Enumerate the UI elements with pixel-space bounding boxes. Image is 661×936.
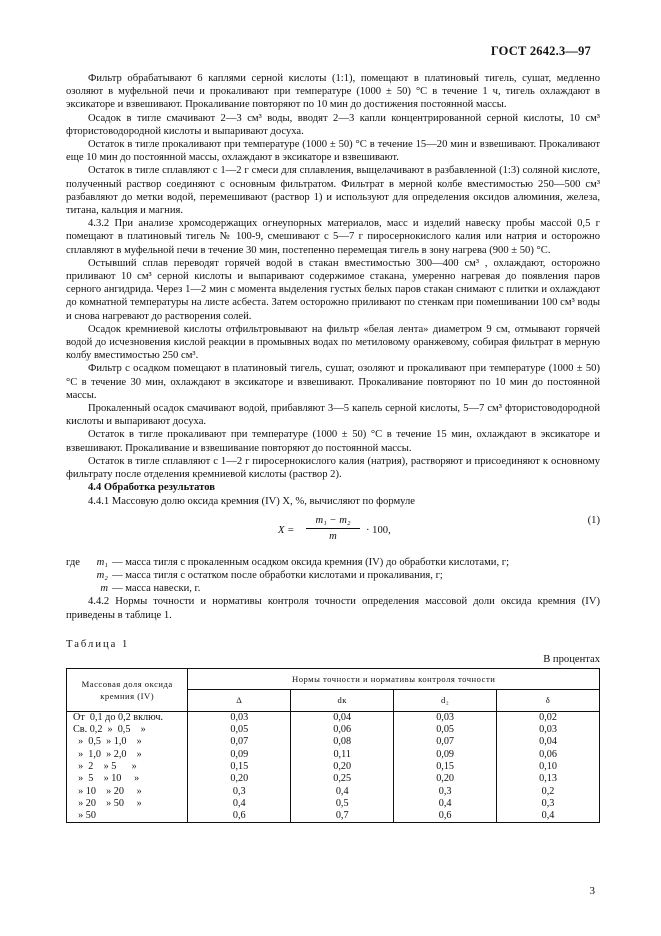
paragraph: Остаток в тигле прокаливают при температуре (1000 ± 50) °С в течение 15—20 мин и взвешивают. Прокаливают еще 10 мин до постоянной массы, охлаждают в эксикаторе и взвешивают. <box>66 139 600 164</box>
range-cell: » 1,0 » 2,0 » <box>67 749 188 761</box>
table-row <box>67 773 600 785</box>
table-caption: Таблица 1 <box>66 638 130 650</box>
definition-symbol: m <box>100 583 108 595</box>
range-cell: » 50 <box>67 810 188 823</box>
paragraph: 4.3.2 При анализе хромсодержащих огнеупорных материалов, масс и изделий навеску пробы массой 0,5 г помещают в платиновый тигель № 100-9, смешивают с 5—7 г пиросернокислого калия или натрия и осторожно сплавляют в муфельной печи в течение 30 мин, постепенно перемещая тигель в зону нагрева (900 ± 50) °С. <box>66 218 600 256</box>
row-header: Массовая доля оксида кремния (IV) <box>67 669 188 712</box>
column-header: Δ <box>188 690 291 711</box>
value-cell: 0,3 <box>497 798 600 810</box>
definition-text: — масса навески, г. <box>112 583 201 595</box>
table-row <box>67 798 600 810</box>
definition-row <box>66 582 600 595</box>
paragraph: Остаток в тигле прокаливают при температуре (1000 ± 50) °С в течение 15 мин, охлаждают в эксикаторе и взвешивают. Прокаливание и взвешивание повторяют до постоянной массы. <box>66 429 600 454</box>
formula-fraction <box>306 514 360 543</box>
paragraph: Остывший сплав переводят горячей водой в стакан вместимостью 300—400 см³ , охлаждают, осторожно приливают 10 см³ серной кислоты и выпаривают содержимое стакана, умеренно нагревая до появления паров серного ангидрида. Через 1—2 мин с момента выделения густых белых паров стакан снимают с плитки и охлаждают до комнатной температуры на листе асбеста. Затем осторожно приливают по стенкам при помешивании 100 см³ воды и снова нагревают до растворения солей. <box>66 257 600 322</box>
value-cell: 0,04 <box>291 711 394 724</box>
table-units: В процентах <box>543 653 600 665</box>
definition-row <box>66 569 600 582</box>
value-cell: 0,4 <box>188 798 291 810</box>
value-cell: 0,09 <box>188 749 291 761</box>
range-cell: От 0,1 до 0,2 включ. <box>67 711 188 724</box>
formula-lhs: X = <box>278 524 295 536</box>
value-cell: 0,20 <box>291 761 394 773</box>
definition-text: — масса тигля с остатком после обработки кислотами и прокаливания, г; <box>112 569 443 581</box>
paragraph: Остаток в тигле сплавляют с 1—2 г пиросернокислого калия (натрия), растворяют и присоединяют к основному фильтрату после отделения кремниевой кислоты (раствор 2). <box>66 455 600 481</box>
table-row <box>67 711 600 724</box>
formula-denominator: m <box>329 530 337 542</box>
section-title: 4.4 Обработка результатов <box>88 482 215 494</box>
value-cell: 0,07 <box>188 736 291 748</box>
value-cell: 0,2 <box>497 786 600 798</box>
range-cell: Св. 0,2 » 0,5 » <box>67 724 188 736</box>
definition-prefix <box>66 582 86 595</box>
paragraph: Остаток в тигле сплавляют с 1—2 г смеси для сплавления, выщелачивают в разбавленной (1:3) соляной кислоте, полученный раствор соединяют с основным фильтратом. Фильтрат в мерной колбе вместимостью 250—500 см³ разбавляют до метки водой, перемешивают (раствор 1) и используют для определения оксидов алюминия, железа, титана, кальция и магния. <box>66 165 600 217</box>
paragraph: Фильтр с осадком помещают в платиновый тигель, сушат, озоляют и прокаливают при температуре (1000 ± 50) °С в течение 30 мин, охлаждают в эксикаторе и взвешивают. Прокаливание повторяют по 10 мин до постоянной массы. <box>66 363 600 401</box>
value-cell: 0,4 <box>291 786 394 798</box>
value-cell: 0,08 <box>291 736 394 748</box>
range-cell: » 20 » 50 » <box>67 798 188 810</box>
group-header: Нормы точности и нормативы контроля точности <box>188 669 600 690</box>
value-cell: 0,03 <box>497 724 600 736</box>
value-cell: 0,3 <box>188 786 291 798</box>
value-cell: 0,05 <box>188 724 291 736</box>
value-cell: 0,10 <box>497 761 600 773</box>
value-cell: 0,06 <box>497 749 600 761</box>
document-body <box>66 72 600 823</box>
value-cell: 0,13 <box>497 773 600 785</box>
value-cell: 0,15 <box>394 761 497 773</box>
paragraph: Осадок в тигле смачивают 2—3 см³ воды, вводят 2—3 капли концентрированной серной кислоты, 10 см³ фтористоводородной кислоты и выпаривают досуха. <box>66 112 600 137</box>
formula-rhs: · 100, <box>366 524 391 536</box>
formula-numerator: m₁ − m₂ <box>306 514 360 529</box>
definition-prefix: где <box>66 556 80 568</box>
value-cell: 0,03 <box>394 711 497 724</box>
column-header: δ <box>497 690 600 711</box>
accuracy-table <box>66 668 600 823</box>
value-cell: 0,4 <box>497 810 600 823</box>
table-row <box>67 736 600 748</box>
value-cell: 0,6 <box>188 810 291 823</box>
table-row <box>67 724 600 736</box>
value-cell: 0,06 <box>291 724 394 736</box>
range-cell: » 10 » 20 » <box>67 786 188 798</box>
value-cell: 0,15 <box>188 761 291 773</box>
paragraph: Осадок кремниевой кислоты отфильтровывают на фильтр «белая лента» диаметром 9 см, отмывают горячей водой до исчезновения кислой реакции в промывных водах по метиловому оранжевому, собирая фильтрат в мерную колбу вместимостью 250 см³. <box>66 323 600 362</box>
range-cell: » 5 » 10 » <box>67 773 188 785</box>
value-cell: 0,05 <box>394 724 497 736</box>
value-cell: 0,03 <box>188 711 291 724</box>
value-cell: 0,5 <box>291 798 394 810</box>
table-row <box>67 749 600 761</box>
value-cell: 0,20 <box>188 773 291 785</box>
table-body <box>67 711 600 823</box>
formula-definitions <box>66 556 600 596</box>
value-cell: 0,09 <box>394 749 497 761</box>
value-cell: 0,20 <box>394 773 497 785</box>
value-cell: 0,07 <box>394 736 497 748</box>
standard-header: ГОСТ 2642.3—97 <box>490 44 591 58</box>
formula-number: (1) <box>587 514 600 526</box>
column-header: d₂ <box>394 690 497 711</box>
formula <box>66 512 600 552</box>
range-cell: » 0,5 » 1,0 » <box>67 736 188 748</box>
definition-text: — масса тигля с прокаленным осадком оксида кремния (IV) до обработки кислотами, г; <box>112 556 510 568</box>
column-header: dк <box>291 690 394 711</box>
value-cell: 0,3 <box>394 786 497 798</box>
definition-row <box>66 556 600 569</box>
value-cell: 0,4 <box>394 798 497 810</box>
paragraph: 4.4.2 Нормы точности и нормативы контроля точности определения массовой доли оксида кремния (IV) приведены в таблице 1. <box>66 596 600 621</box>
definition-prefix <box>66 569 86 582</box>
value-cell: 0,7 <box>291 810 394 823</box>
value-cell: 0,02 <box>497 711 600 724</box>
paragraph: Фильтр обрабатывают 6 каплями серной кислоты (1:1), помещают в платиновый тигель, сушат, медленно озоляют в муфельной печи и прокаливают при температуре (1000 ± 50) °С в течение 1 ч, тигель охлаждают в эксикаторе и взвешивают. Прокаливание повторяют по 10 мин до достижения постоянной массы. <box>66 73 600 111</box>
formula-intro: 4.4.1 Массовую долю оксида кремния (IV) X, %, вычисляют по формуле <box>88 495 415 507</box>
range-cell: » 2 » 5 » <box>67 761 188 773</box>
value-cell: 0,6 <box>394 810 497 823</box>
definition-symbol: m₁ <box>96 556 108 568</box>
value-cell: 0,04 <box>497 736 600 748</box>
page-number: 3 <box>589 885 595 897</box>
table-row <box>67 761 600 773</box>
paragraph: Прокаленный осадок смачивают водой, прибавляют 3—5 капель серной кислоты, 5—7 см³ фтористоводородной кислоты и выпаривают досуха. <box>66 403 600 428</box>
value-cell: 0,11 <box>291 749 394 761</box>
value-cell: 0,25 <box>291 773 394 785</box>
table-row <box>67 810 600 823</box>
table-row <box>67 786 600 798</box>
definition-symbol: m₂ <box>96 569 108 581</box>
